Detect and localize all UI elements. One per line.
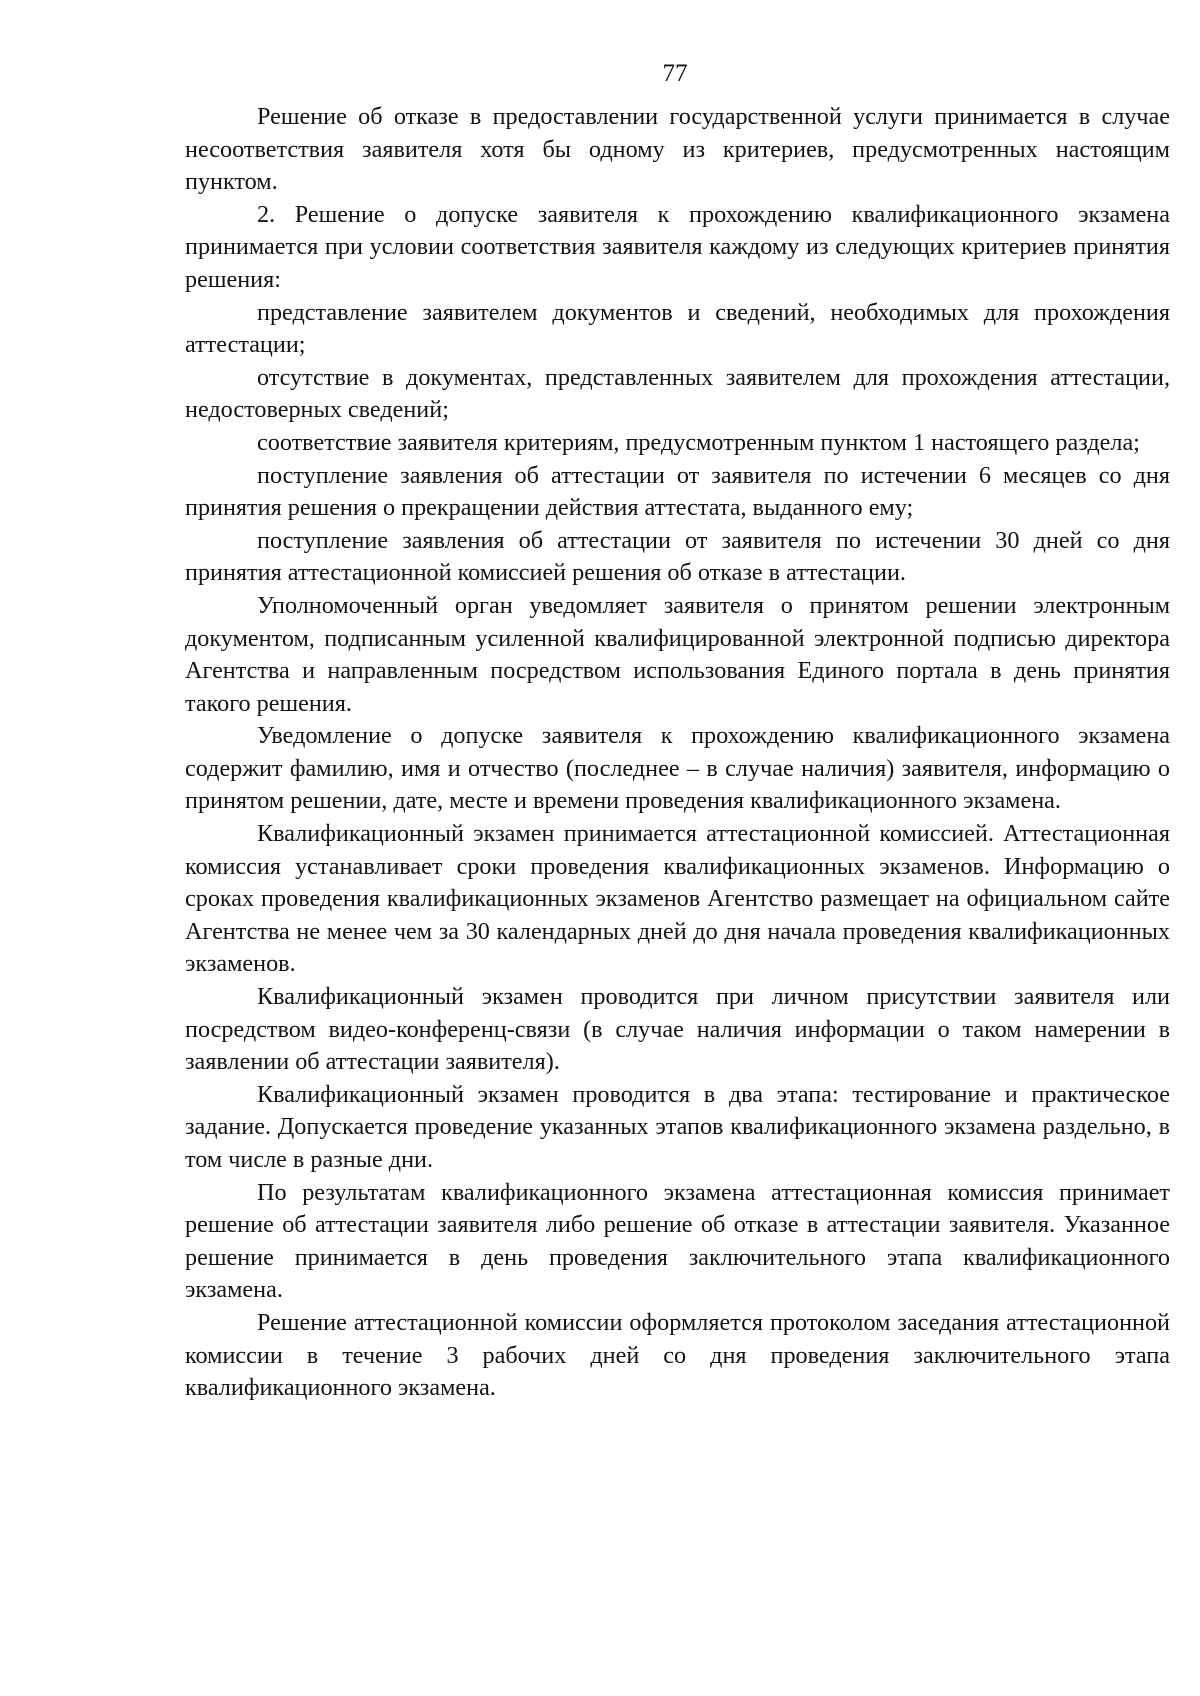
paragraph: представление заявителем документов и сведений, необходимых для прохождения аттестации;: [185, 298, 1170, 359]
paragraph: поступление заявления об аттестации от заявителя по истечении 6 месяцев со дня принятия решения о прекращении действия аттестата, выданного ему;: [185, 461, 1170, 522]
paragraph: Решение об отказе в предоставлении государственной услуги принимается в случае несоответствия заявителя хотя бы одному из критериев, предусмотренных настоящим пунктом.: [185, 103, 1170, 196]
paragraph: Квалификационный экзамен проводится при личном присутствии заявителя или посредством видео-конференц-связи (в случае наличия информации о таком намерении в заявлении об аттестации заявителя).: [185, 983, 1170, 1076]
paragraph: поступление заявления об аттестации от заявителя по истечении 30 дней со дня принятия аттестационной комиссией решения об отказе в аттестации.: [185, 526, 1170, 587]
paragraph: соответствие заявителя критериям, предусмотренным пунктом 1 настоящего раздела;: [257, 428, 1140, 456]
paragraph: Уполномоченный орган уведомляет заявителя о принятом решении электронным документом, подписанным усиленной квалифицированной электронной подписью директора Агентства и направленным посредством использования Единого портала в день принятия такого решения.: [185, 591, 1170, 717]
paragraph: Квалификационный экзамен принимается аттестационной комиссией. Аттестационная комиссия устанавливает сроки проведения квалификационных экзаменов. Информацию о сроках проведения квалификационных экзаменов Агентство размещает на официальном сайте Агентства не менее чем за 30 календарных дней до дня начала проведения квалификационных экзаменов.: [185, 820, 1170, 978]
document-body: [185, 101, 1170, 1405]
paragraph: Уведомление о допуске заявителя к прохождению квалификационного экзамена содержит фамилию, имя и отчество (последнее – в случае наличия) заявителя, информацию о принятом решении, дате, месте и времени проведения квалификационного экзамена.: [185, 722, 1170, 815]
paragraph: отсутствие в документах, представленных заявителем для прохождения аттестации, недостоверных сведений;: [185, 363, 1170, 424]
page-number: 77: [662, 60, 688, 87]
paragraph: По результатам квалификационного экзамена аттестационная комиссия принимает решение об аттестации заявителя либо решение об отказе в аттестации заявителя. Указанное решение принимается в день проведения заключительного этапа квалификационного экзамена.: [185, 1178, 1170, 1304]
paragraph: Решение аттестационной комиссии оформляется протоколом заседания аттестационной комиссии в течение 3 рабочих дней со дня проведения заключительного этапа квалификационного экзамена.: [185, 1308, 1170, 1402]
paragraph: Квалификационный экзамен проводится в два этапа: тестирование и практическое задание. Допускается проведение указанных этапов квалификационного экзамена раздельно, в том числе в разные дни.: [185, 1080, 1170, 1173]
paragraph: 2. Решение о допуске заявителя к прохождению квалификационного экзамена принимается при условии соответствия заявителя каждому из следующих критериев принятия решения:: [185, 200, 1170, 293]
